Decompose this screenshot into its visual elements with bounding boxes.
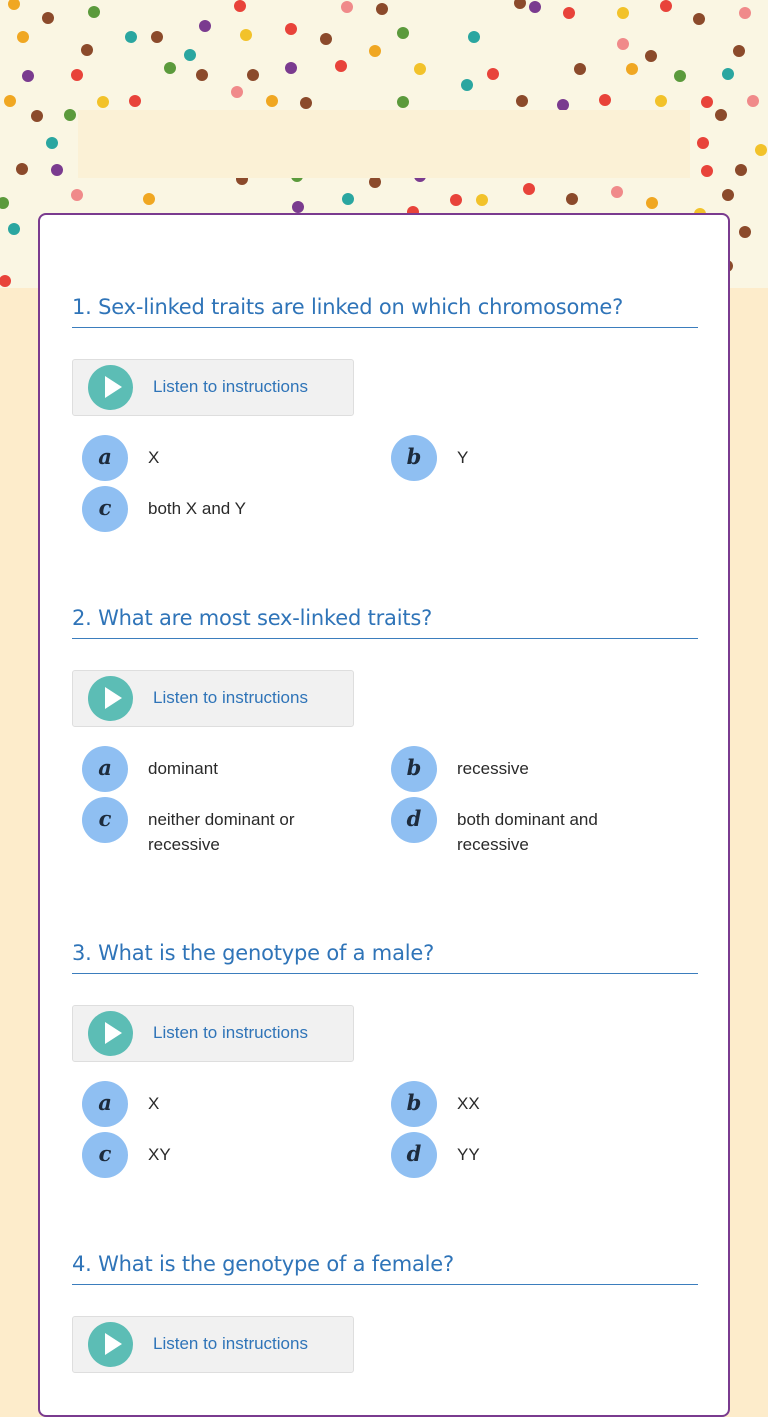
confetti-dot xyxy=(701,96,713,108)
confetti-dot xyxy=(715,109,727,121)
question-3 xyxy=(72,941,698,1166)
confetti-dot xyxy=(739,7,751,19)
confetti-dot xyxy=(184,49,196,61)
confetti-dot xyxy=(369,45,381,57)
confetti-dot xyxy=(414,63,426,75)
listen-label: Listen to instructions xyxy=(153,1023,308,1042)
listen-instructions-button[interactable] xyxy=(72,359,354,416)
confetti-dot xyxy=(735,164,747,176)
confetti-dot xyxy=(617,7,629,19)
option-text: neither dominant or recessive xyxy=(148,810,295,854)
answer-option-c[interactable] xyxy=(82,486,382,532)
option-text: XY xyxy=(148,1145,171,1164)
answer-option-b[interactable] xyxy=(391,746,691,792)
confetti-dot xyxy=(8,223,20,235)
confetti-dot xyxy=(151,31,163,43)
confetti-dot xyxy=(51,164,63,176)
question-title: 3. What is the genotype of a male? xyxy=(72,941,698,974)
confetti-dot xyxy=(231,86,243,98)
option-text: both dominant and recessive xyxy=(457,810,598,854)
confetti-dot xyxy=(292,201,304,213)
confetti-dot xyxy=(674,70,686,82)
confetti-dot xyxy=(125,31,137,43)
confetti-dot xyxy=(46,137,58,149)
confetti-dot xyxy=(341,1,353,13)
confetti-dot xyxy=(8,0,20,10)
confetti-dot xyxy=(300,97,312,109)
option-letter-badge: c xyxy=(82,797,128,843)
confetti-dot xyxy=(17,31,29,43)
option-text: recessive xyxy=(457,759,529,778)
confetti-dot xyxy=(4,95,16,107)
worksheet-sheet xyxy=(38,213,730,1417)
confetti-dot xyxy=(739,226,751,238)
play-icon xyxy=(88,1322,133,1367)
option-letter-badge: a xyxy=(82,746,128,792)
confetti-dot xyxy=(129,95,141,107)
confetti-dot xyxy=(88,6,100,18)
question-title: 1. Sex-linked traits are linked on which chromosome? xyxy=(72,295,698,328)
answer-option-a[interactable] xyxy=(82,746,382,792)
confetti-dot xyxy=(693,13,705,25)
option-text: X xyxy=(148,1094,160,1113)
option-text: both X and Y xyxy=(148,499,246,518)
play-icon xyxy=(88,365,133,410)
answer-option-d[interactable] xyxy=(391,1132,691,1178)
option-letter-badge: a xyxy=(82,435,128,481)
confetti-dot xyxy=(196,69,208,81)
confetti-dot xyxy=(97,96,109,108)
confetti-dot xyxy=(335,60,347,72)
answer-option-b[interactable] xyxy=(391,1081,691,1127)
listen-label: Listen to instructions xyxy=(153,377,308,396)
confetti-dot xyxy=(646,197,658,209)
confetti-dot xyxy=(0,275,11,287)
confetti-dot xyxy=(247,69,259,81)
confetti-dot xyxy=(516,95,528,107)
confetti-dot xyxy=(22,70,34,82)
confetti-dot xyxy=(563,7,575,19)
confetti-dot xyxy=(617,38,629,50)
confetti-dot xyxy=(285,62,297,74)
question-title: 4. What is the genotype of a female? xyxy=(72,1252,698,1285)
confetti-dot xyxy=(733,45,745,57)
listen-instructions-button[interactable] xyxy=(72,1316,354,1373)
confetti-dot xyxy=(747,95,759,107)
confetti-dot xyxy=(476,194,488,206)
confetti-dot xyxy=(722,189,734,201)
play-icon xyxy=(88,1011,133,1056)
answer-option-b[interactable] xyxy=(391,435,691,481)
confetti-dot xyxy=(626,63,638,75)
confetti-dot xyxy=(461,79,473,91)
confetti-dot xyxy=(574,63,586,75)
confetti-dot xyxy=(320,33,332,45)
answer-option-c[interactable] xyxy=(82,1132,382,1178)
listen-label: Listen to instructions xyxy=(153,1334,308,1353)
worksheet-title-area xyxy=(78,110,690,178)
option-letter-badge: b xyxy=(391,435,437,481)
answer-option-d[interactable] xyxy=(391,797,691,854)
confetti-dot xyxy=(42,12,54,24)
listen-instructions-button[interactable] xyxy=(72,1005,354,1062)
confetti-dot xyxy=(64,109,76,121)
confetti-dot xyxy=(468,31,480,43)
confetti-dot xyxy=(16,163,28,175)
confetti-dot xyxy=(285,23,297,35)
confetti-dot xyxy=(240,29,252,41)
confetti-dot xyxy=(199,20,211,32)
answer-option-a[interactable] xyxy=(82,1081,382,1127)
confetti-dot xyxy=(645,50,657,62)
confetti-dot xyxy=(71,69,83,81)
confetti-dot xyxy=(71,189,83,201)
question-1 xyxy=(72,295,698,520)
option-letter-badge: b xyxy=(391,1081,437,1127)
confetti-dot xyxy=(234,0,246,12)
confetti-dot xyxy=(514,0,526,9)
option-text: Y xyxy=(457,448,469,467)
option-text: YY xyxy=(457,1145,480,1164)
question-title: 2. What are most sex-linked traits? xyxy=(72,606,698,639)
option-letter-badge: d xyxy=(391,797,437,843)
confetti-dot xyxy=(164,62,176,74)
confetti-dot xyxy=(342,193,354,205)
option-letter-badge: c xyxy=(82,1132,128,1178)
confetti-dot xyxy=(397,96,409,108)
confetti-dot xyxy=(599,94,611,106)
confetti-dot xyxy=(31,110,43,122)
confetti-dot xyxy=(523,183,535,195)
confetti-dot xyxy=(376,3,388,15)
option-text: XX xyxy=(457,1094,480,1113)
option-letter-badge: b xyxy=(391,746,437,792)
play-icon xyxy=(88,676,133,721)
confetti-dot xyxy=(487,68,499,80)
confetti-dot xyxy=(655,95,667,107)
confetti-dot xyxy=(701,165,713,177)
confetti-dot xyxy=(755,144,767,156)
confetti-dot xyxy=(0,197,9,209)
option-letter-badge: d xyxy=(391,1132,437,1178)
answer-option-a[interactable] xyxy=(82,435,382,481)
confetti-dot xyxy=(397,27,409,39)
answer-option-c[interactable] xyxy=(82,797,382,854)
confetti-dot xyxy=(81,44,93,56)
option-text: dominant xyxy=(148,759,218,778)
listen-instructions-button[interactable] xyxy=(72,670,354,727)
confetti-dot xyxy=(143,193,155,205)
confetti-dot xyxy=(697,137,709,149)
question-2 xyxy=(72,606,698,854)
question-4 xyxy=(72,1252,698,1353)
confetti-dot xyxy=(266,95,278,107)
confetti-dot xyxy=(450,194,462,206)
option-letter-badge: c xyxy=(82,486,128,532)
confetti-dot xyxy=(660,0,672,12)
confetti-dot xyxy=(722,68,734,80)
option-text: X xyxy=(148,448,160,467)
option-letter-badge: a xyxy=(82,1081,128,1127)
confetti-dot xyxy=(566,193,578,205)
confetti-dot xyxy=(611,186,623,198)
listen-label: Listen to instructions xyxy=(153,688,308,707)
confetti-dot xyxy=(529,1,541,13)
